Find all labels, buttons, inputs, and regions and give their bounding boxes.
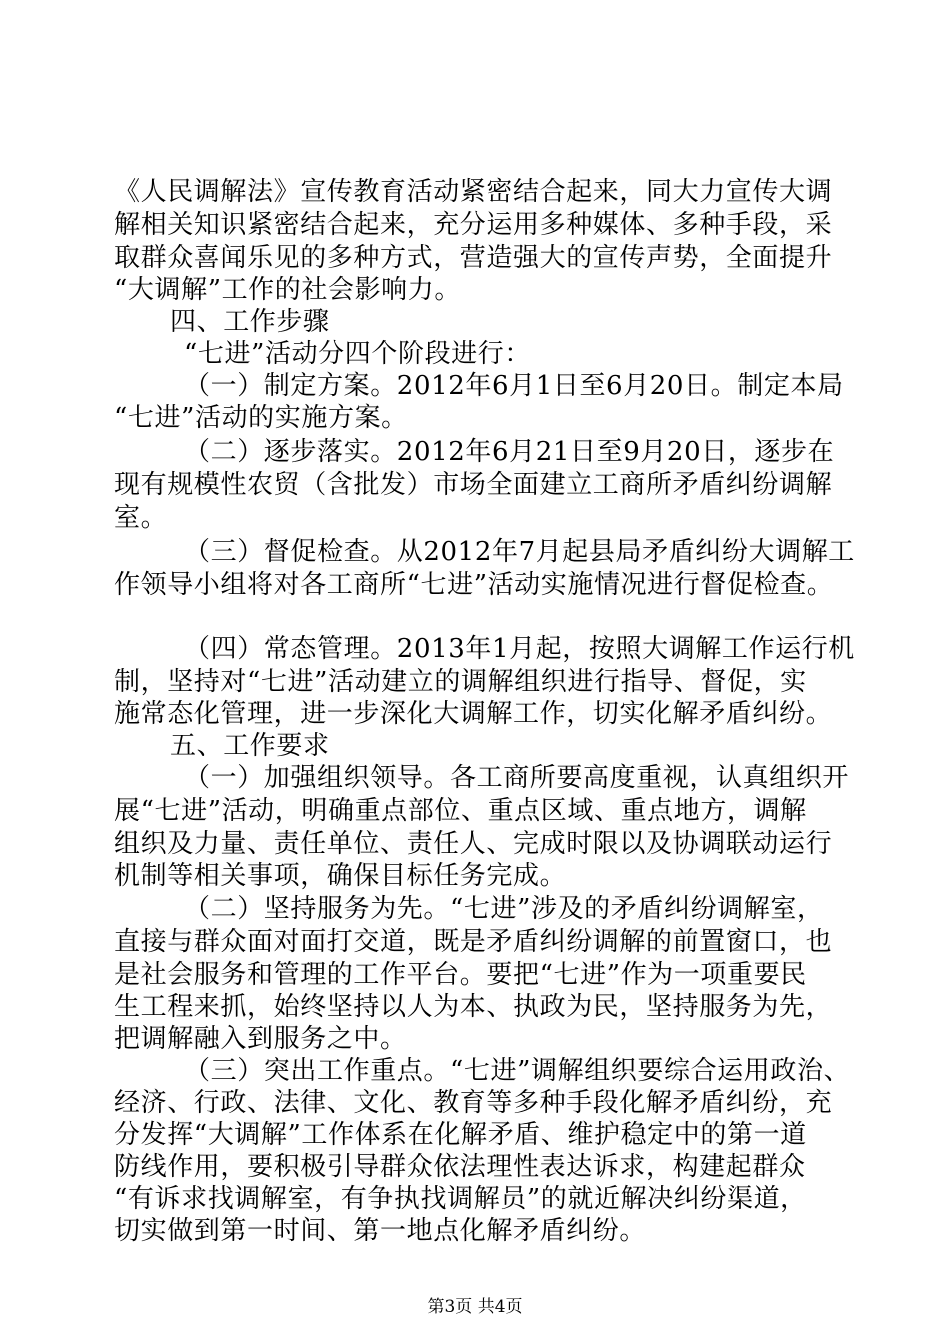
section-heading: 五、工作要求 — [170, 731, 330, 761]
text-line: 作领导小组将对各工商所“七进”活动实施情况进行督促检查。 — [114, 570, 834, 600]
text-line: “七进”活动分四个阶段进行： — [184, 339, 531, 369]
text-line: 展“七进”活动，明确重点部位、重点区域、重点地方，调解 — [114, 796, 807, 826]
text-line: 《人民调解法》宣传教育活动紧密结合起来，同大力宣传大调 — [114, 177, 833, 207]
text-line: 生工程来抓，始终坚持以人为本、执政为民，坚持服务为先， — [114, 992, 833, 1022]
text-line: （二）坚持服务为先。“七进”涉及的矛盾纠纷调解室， — [184, 894, 824, 924]
text-line: 是社会服务和管理的工作平台。要把“七进”作为一项重要民 — [114, 960, 807, 990]
text-line: 直接与群众面对面打交道，既是矛盾纠纷调解的前置窗口，也 — [114, 927, 833, 957]
text-line: “有诉求找调解室，有争执找调解员”的就近解决纠纷渠道， — [114, 1184, 807, 1214]
text-line: 切实做到第一时间、第一地点化解矛盾纠纷。 — [114, 1216, 647, 1246]
text-line: （三）突出工作重点。“七进”调解组织要综合运用政治、 — [184, 1056, 851, 1086]
text-line: 施常态化管理，进一步深化大调解工作，切实化解矛盾纠纷。 — [114, 699, 833, 729]
text-line: 经济、行政、法律、文化、教育等多种手段化解矛盾纠纷，充 — [114, 1088, 833, 1118]
text-line: （二）逐步落实。2012年6月21日至9月20日，逐步在 — [184, 437, 835, 467]
text-line: 制，坚持对“七进”活动建立的调解组织进行指导、督促，实 — [114, 667, 807, 697]
text-line: （一）加强组织领导。各工商所要高度重视，认真组织开 — [184, 763, 850, 793]
text-line: 分发挥“大调解”工作体系在化解矛盾、维护稳定中的第一道 — [114, 1120, 807, 1150]
section-heading: 四、工作步骤 — [170, 307, 330, 337]
text-line: “七进”活动的实施方案。 — [114, 403, 408, 433]
text-line: 把调解融入到服务之中。 — [114, 1024, 407, 1054]
text-line: 现有规模性农贸（含批发）市场全面建立工商所矛盾纠纷调解 — [114, 470, 833, 500]
text-line: （四）常态管理。2013年1月起，按照大调解工作运行机 — [184, 634, 855, 664]
text-line: 解相关知识紧密结合起来，充分运用多种媒体、多种手段，采 — [114, 210, 833, 240]
text-line: 室。 — [114, 503, 168, 533]
text-line: 取群众喜闻乐见的多种方式，营造强大的宣传声势，全面提升 — [114, 243, 833, 273]
text-line: 机制等相关事项，确保目标任务完成。 — [114, 861, 567, 891]
text-line: （三）督促检查。从2012年7月起县局矛盾纠纷大调解工 — [184, 537, 855, 567]
text-line: 组织及力量、责任单位、责任人、完成时限以及协调联动运行 — [114, 829, 833, 859]
page-number-footer: 第3页 共4页 — [427, 1297, 523, 1317]
text-line: 防线作用，要积极引导群众依法理性表达诉求，构建起群众 — [114, 1152, 806, 1182]
text-line: （一）制定方案。2012年6月1日至6月20日。制定本局 — [184, 371, 844, 401]
text-line: “大调解”工作的社会影响力。 — [114, 275, 461, 305]
